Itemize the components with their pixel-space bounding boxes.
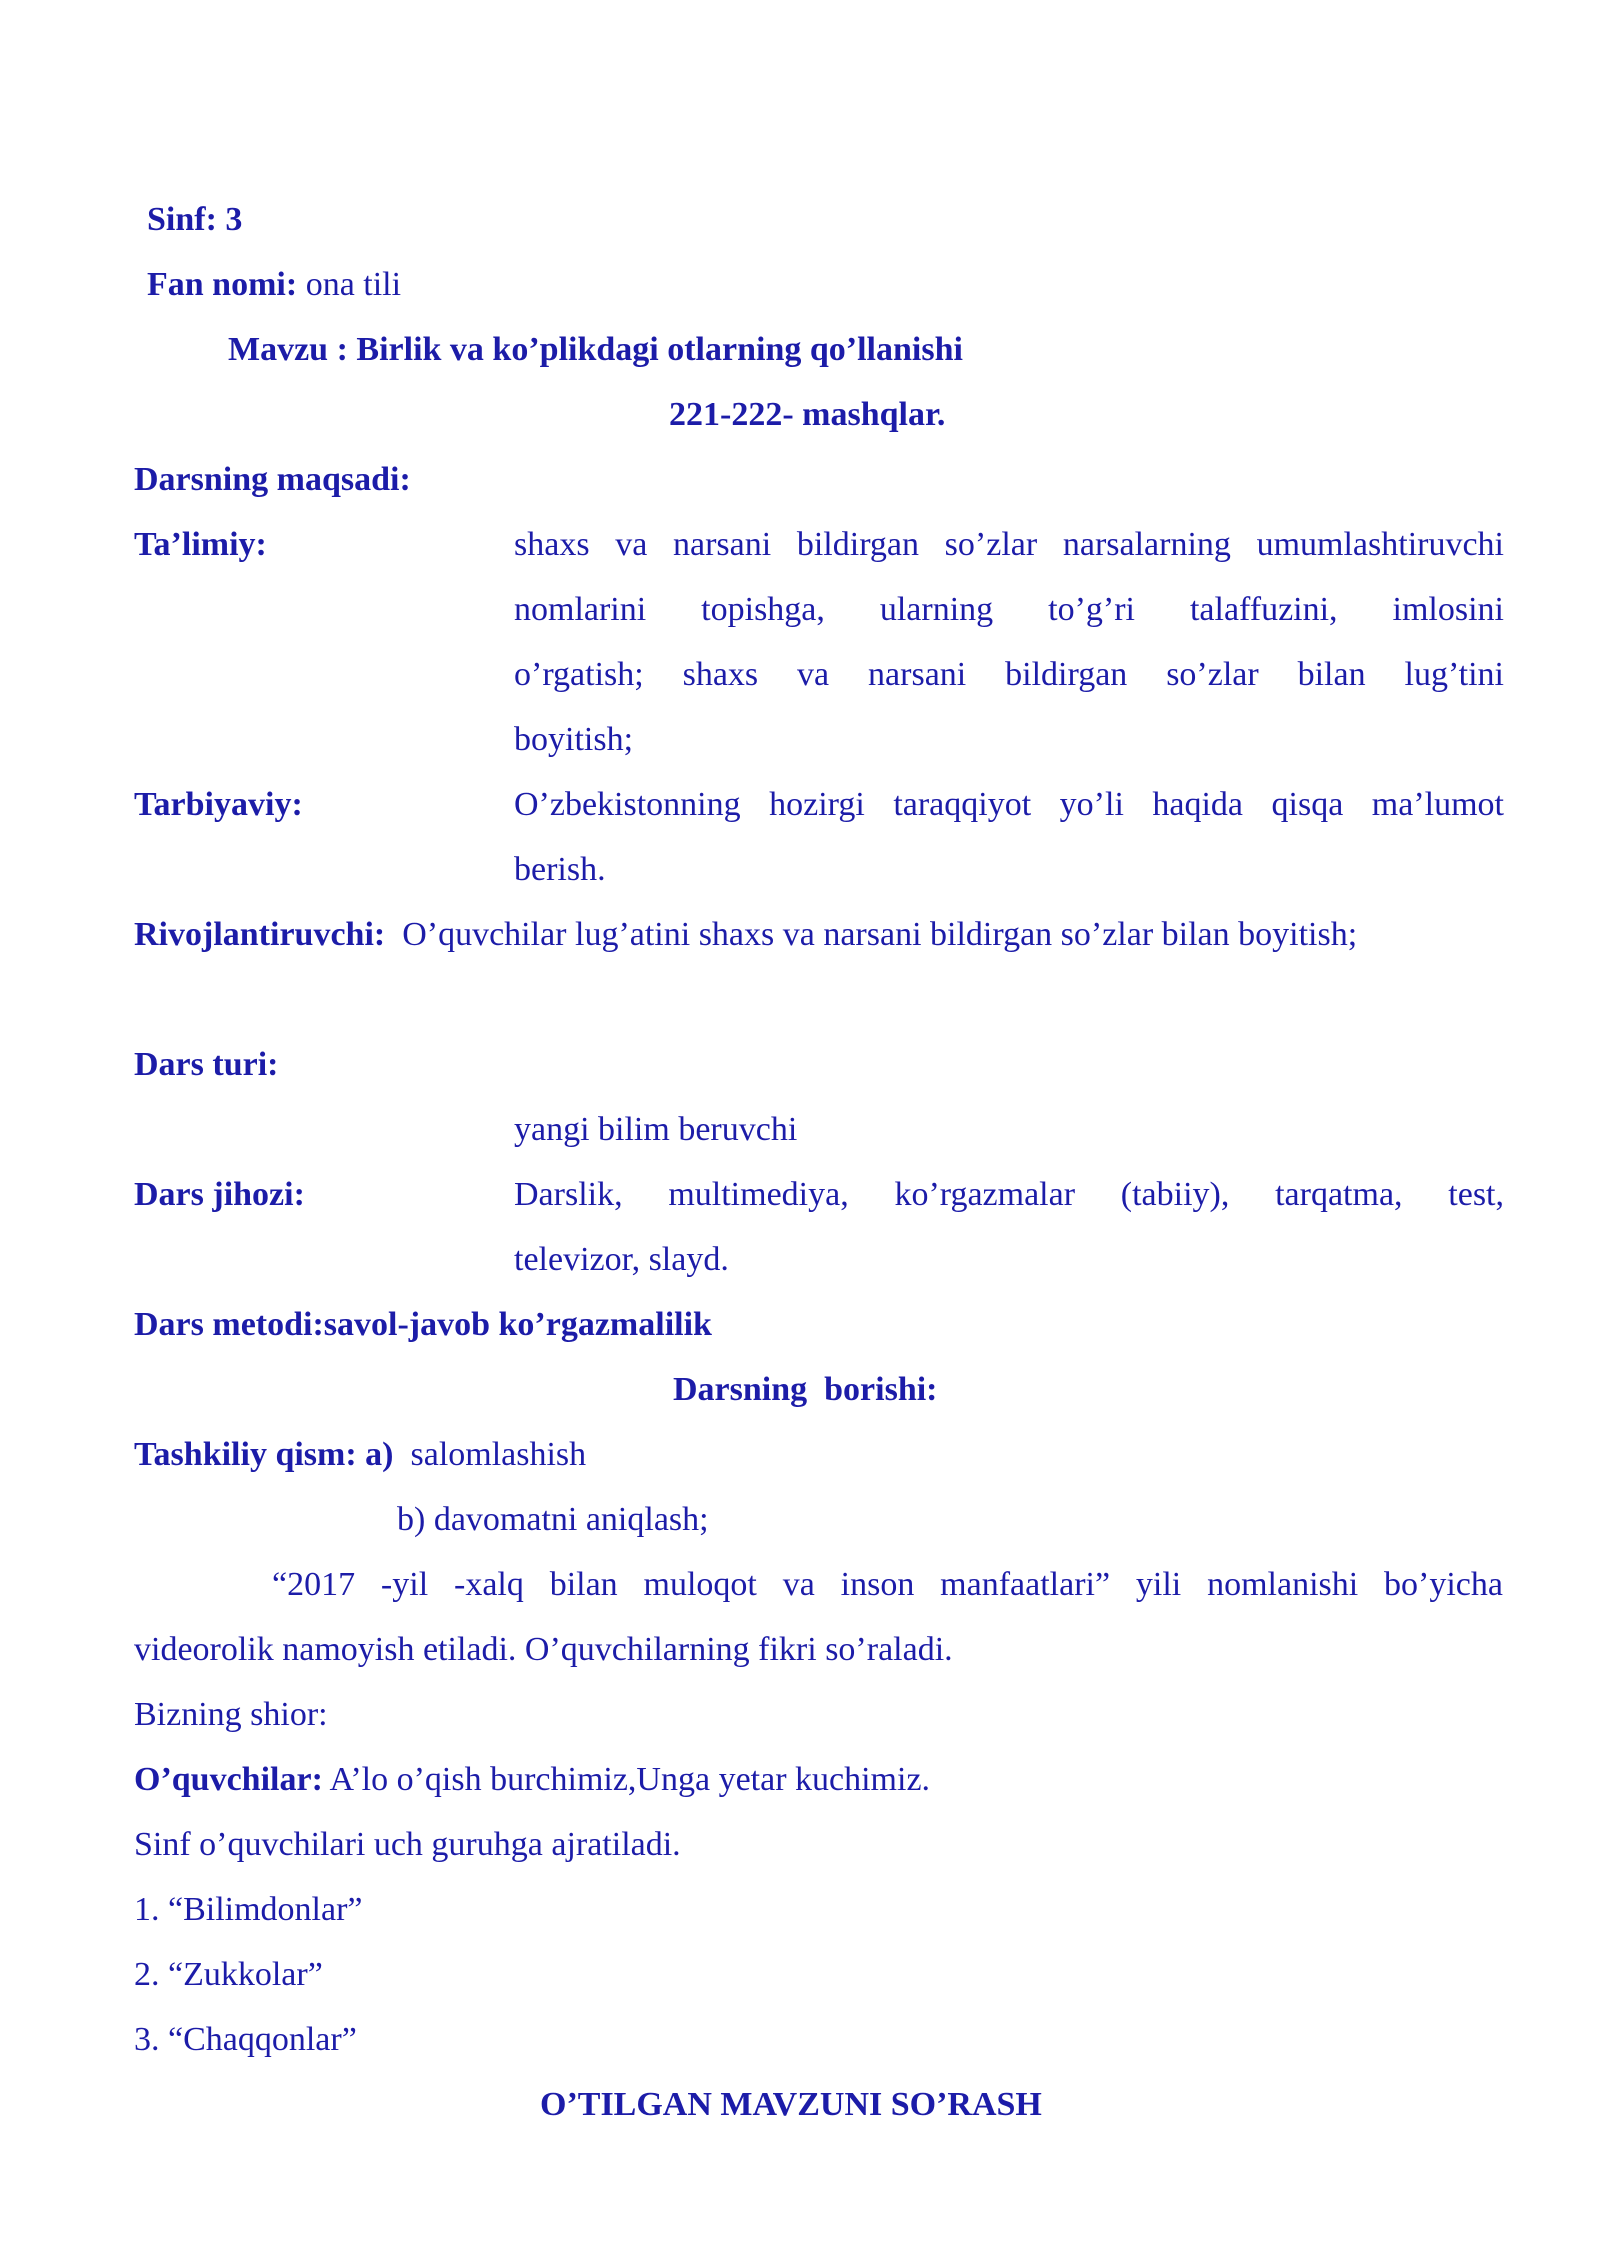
developmental-label: Rivojlantiruvchi:: [134, 916, 386, 953]
educational-line-4: boyitish;: [514, 721, 634, 758]
group-item: 2. “Zukkolar”: [134, 1956, 323, 1993]
organizational-b: b) davomatni aniqlash;: [397, 1501, 709, 1538]
lesson-type-label: Dars turi:: [134, 1046, 279, 1083]
subject-line: [147, 268, 401, 302]
lesson-method-line: Dars metodi:savol-javob ko’rgazmalilik: [134, 1306, 712, 1343]
organizational-label: Tashkiliy qism: a): [134, 1436, 394, 1473]
lesson-equipment-line-1: Darslik, multimediya, ko’rgazmalar (tabiiy), tarqatma, test,: [514, 1176, 1504, 1213]
video-paragraph-line-2: videorolik namoyish etiladi. O’quvchilarning fikri so’raladi.: [134, 1631, 953, 1668]
review-heading: O’TILGAN MAVZUNI SO’RASH: [540, 2086, 1042, 2123]
developmental-line: [134, 918, 1357, 952]
motto-intro: Bizning shior:: [134, 1696, 328, 1733]
motto-label: O’quvchilar:: [134, 1761, 323, 1798]
video-paragraph-line-1: “2017 -yil -xalq bilan muloqot va inson manfaatlari” yili nomlanishi bo’yicha: [272, 1566, 1503, 1603]
educational-label: Ta’limiy:: [134, 526, 267, 563]
motto-line: [134, 1763, 930, 1797]
upbringing-label: Tarbiyaviy:: [134, 786, 303, 823]
educational-line-2: nomlarini topishga, ularning to’g’ri talaffuzini, imlosini: [514, 591, 1504, 628]
educational-line-3: o’rgatish; shaxs va narsani bildirgan so’zlar bilan lug’tini: [514, 656, 1504, 693]
groups-intro: Sinf o’quvchilari uch guruhga ajratiladi.: [134, 1826, 681, 1863]
exercises-line: 221-222- mashqlar.: [669, 396, 946, 433]
lesson-equipment-line-2: televizor, slayd.: [514, 1241, 729, 1278]
organizational-a: salomlashish: [410, 1436, 587, 1473]
grade-line: Sinf: 3: [147, 201, 243, 238]
group-item: 1. “Bilimdonlar”: [134, 1891, 363, 1928]
upbringing-line-1: O’zbekistonning hozirgi taraqqiyot yo’li haqida qisqa ma’lumot: [514, 786, 1504, 823]
topic-title: Mavzu : Birlik va ko’plikdagi otlarning qo’llanishi: [228, 331, 963, 368]
upbringing-line-2: berish.: [514, 851, 606, 888]
lesson-equipment-label: Dars jihozi:: [134, 1176, 305, 1213]
lesson-type-value: yangi bilim beruvchi: [514, 1111, 798, 1148]
group-item: 3. “Chaqqonlar”: [134, 2021, 357, 2058]
goals-heading: Darsning maqsadi:: [134, 461, 411, 498]
subject-value: ona tili: [305, 266, 402, 303]
lesson-progress-heading: Darsning borishi:: [673, 1371, 938, 1408]
subject-label: Fan nomi:: [147, 266, 298, 303]
educational-line-1: shaxs va narsani bildirgan so’zlar narsalarning umumlashtiruvchi: [514, 526, 1504, 563]
developmental-value: O’quvchilar lug’atini shaxs va narsani bildirgan so’zlar bilan boyitish;: [402, 916, 1358, 953]
organizational-line: [134, 1438, 586, 1472]
motto-text: A’lo o’qish burchimiz,Unga yetar kuchimiz.: [329, 1761, 931, 1798]
